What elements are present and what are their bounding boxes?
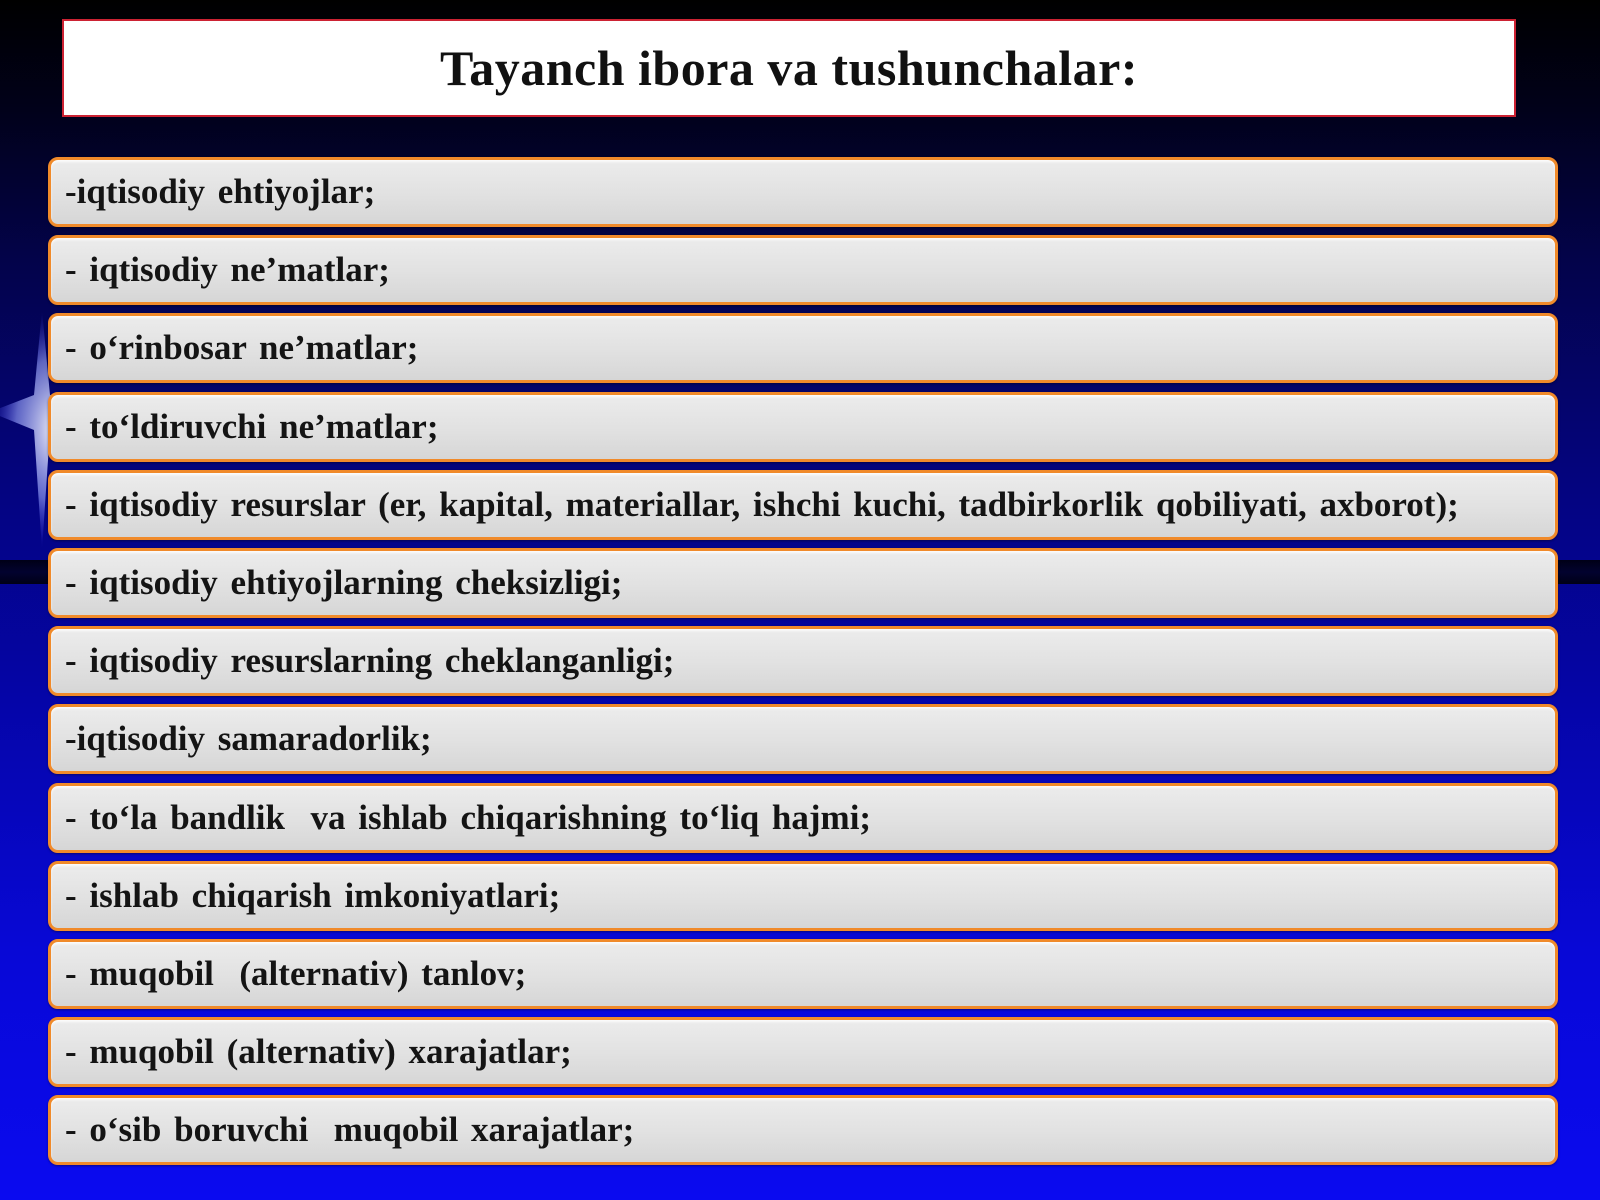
list-item xyxy=(48,783,1558,853)
list-item-text: -iqtisodiy ehtiyojlar; xyxy=(65,172,376,211)
list-item xyxy=(48,861,1558,931)
term-list xyxy=(48,157,1558,1173)
list-item-text: -iqtisodiy samaradorlik; xyxy=(65,719,432,759)
list-item-text: - iqtisodiy ehtiyojlarning cheksizligi; xyxy=(65,562,623,602)
list-item-text: - ishlab chiqarish imkoniyatlari; xyxy=(65,875,561,915)
list-item-text: - muqobil (alternativ) tanlov; xyxy=(65,953,527,993)
list-item-text: - to‘la bandlik va ishlab chiqarishning to‘liq hajmi; xyxy=(65,797,872,837)
list-item-text: - iqtisodiy resurslarning cheklanganligi; xyxy=(65,641,675,681)
list-item xyxy=(48,1017,1558,1087)
list-item xyxy=(48,939,1558,1009)
list-item-text: - o‘sib boruvchi muqobil xarajatlar; xyxy=(65,1110,635,1150)
list-item-text: - to‘ldiruvchi ne’matlar; xyxy=(65,406,439,446)
list-item-text: - iqtisodiy ne’matlar; xyxy=(65,250,390,290)
list-item xyxy=(48,704,1558,774)
list-item-text: - o‘rinbosar ne’matlar; xyxy=(65,328,419,368)
page-title: Tayanch ibora va tushunchalar: xyxy=(439,40,1139,96)
list-item xyxy=(48,1095,1558,1165)
list-item-text: - iqtisodiy resurslar (er, kapital, materiallar, ishchi kuchi, tadbirkorlik qobiliyati, axborot); xyxy=(65,484,1459,524)
title-box xyxy=(62,19,1516,117)
list-item xyxy=(48,157,1558,227)
list-item xyxy=(48,626,1558,696)
list-item xyxy=(48,470,1558,540)
list-item xyxy=(48,235,1558,305)
list-item xyxy=(48,392,1558,462)
list-item xyxy=(48,548,1558,618)
list-item xyxy=(48,313,1558,383)
list-item-text: - muqobil (alternativ) xarajatlar; xyxy=(65,1032,572,1072)
